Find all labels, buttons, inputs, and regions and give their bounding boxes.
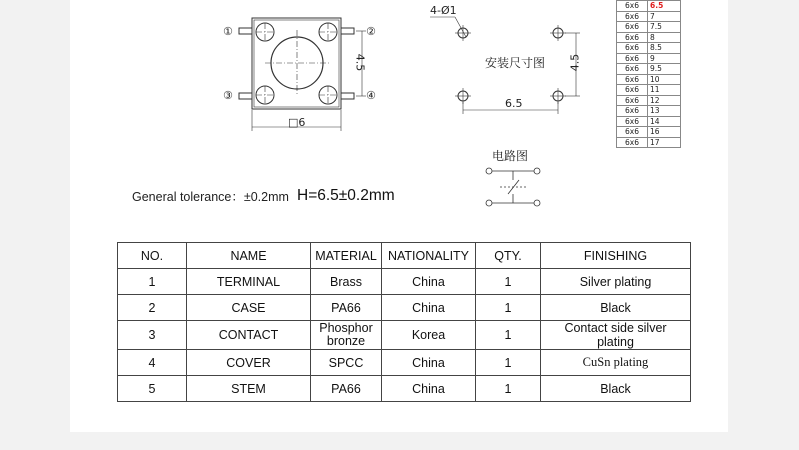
table-row (617, 106, 681, 117)
header-finishing: FINISHING (541, 243, 691, 269)
height-options-table (616, 0, 681, 148)
cell-material: Phosphor bronze (311, 321, 382, 350)
cell-name: CASE (187, 295, 311, 321)
height-tolerance: H=6.5±0.2mm (297, 187, 395, 204)
cell-finishing: Silver plating (541, 269, 691, 295)
table-row (617, 85, 681, 96)
general-tolerance: General tolerance：±0.2mm (132, 190, 289, 204)
table-row (617, 116, 681, 127)
height-cell: 11 (648, 85, 681, 96)
size-cell: 6x6 (617, 106, 648, 117)
circuit-diagram (486, 168, 540, 206)
cell-material: SPCC (311, 350, 382, 376)
table-row (617, 127, 681, 138)
table-row (617, 53, 681, 64)
cell-name: TERMINAL (187, 269, 311, 295)
table-row (118, 269, 691, 295)
spec-table-header (118, 243, 691, 269)
height-cell: 17 (648, 137, 681, 148)
materials-spec-table (117, 242, 691, 402)
height-cell: 14 (648, 116, 681, 127)
table-row (617, 32, 681, 43)
cell-finishing: Black (541, 376, 691, 402)
cell-no: 3 (118, 321, 187, 350)
size-cell: 6x6 (617, 95, 648, 106)
cell-name: CONTACT (187, 321, 311, 350)
header-material: MATERIAL (311, 243, 382, 269)
header-name: NAME (187, 243, 311, 269)
table-row (617, 43, 681, 54)
height-cell: 7.5 (648, 22, 681, 33)
cell-no: 1 (118, 269, 187, 295)
cell-no: 2 (118, 295, 187, 321)
size-cell: 6x6 (617, 53, 648, 64)
pin-label-1: ① (223, 25, 233, 38)
size-cell: 6x6 (617, 43, 648, 54)
size-cell: 6x6 (617, 74, 648, 85)
table-row (118, 295, 691, 321)
cell-name: COVER (187, 350, 311, 376)
table-row (617, 22, 681, 33)
height-cell: 7 (648, 11, 681, 22)
size-cell: 6x6 (617, 32, 648, 43)
cell-qty: 1 (476, 321, 541, 350)
cell-name: STEM (187, 376, 311, 402)
dim-width-right: 6.5 (505, 97, 523, 110)
size-cell: 6x6 (617, 85, 648, 96)
cell-material: PA66 (311, 295, 382, 321)
cell-nationality: China (382, 295, 476, 321)
table-row (118, 321, 691, 350)
table-row (617, 137, 681, 148)
height-cell: 6.5 (648, 1, 681, 12)
table-row (617, 11, 681, 22)
size-cell: 6x6 (617, 11, 648, 22)
height-cell: 9.5 (648, 64, 681, 75)
height-cell: 12 (648, 95, 681, 106)
cell-nationality: China (382, 350, 476, 376)
size-cell: 6x6 (617, 1, 648, 12)
hole-spec-label: 4-Ø1 (430, 4, 457, 17)
dim-height-right: 4.5 (568, 53, 582, 72)
header-qty: QTY. (476, 243, 541, 269)
table-row (617, 64, 681, 75)
height-cell: 8.5 (648, 43, 681, 54)
cell-nationality: China (382, 269, 476, 295)
mount-drawing-title: 安装尺寸图 (485, 56, 546, 70)
table-row (118, 350, 691, 376)
switch-body-inner (254, 20, 339, 107)
dim-height-left: 4.5 (353, 53, 367, 72)
height-cell: 13 (648, 106, 681, 117)
height-cell: 16 (648, 127, 681, 138)
table-row (617, 95, 681, 106)
table-row (617, 74, 681, 85)
height-cell: 8 (648, 32, 681, 43)
table-row (118, 376, 691, 402)
size-cell: 6x6 (617, 127, 648, 138)
cell-qty: 1 (476, 269, 541, 295)
pin-label-3: ③ (223, 89, 233, 102)
table-row (617, 1, 681, 12)
size-cell: 6x6 (617, 64, 648, 75)
height-cell: 10 (648, 74, 681, 85)
cell-no: 4 (118, 350, 187, 376)
cell-finishing: CuSn plating (541, 350, 691, 376)
cell-qty: 1 (476, 350, 541, 376)
height-cell: 9 (648, 53, 681, 64)
cell-no: 5 (118, 376, 187, 402)
size-cell: 6x6 (617, 137, 648, 148)
cell-material: PA66 (311, 376, 382, 402)
pin-label-2: ② (366, 25, 376, 38)
cell-finishing: Black (541, 295, 691, 321)
size-cell: 6x6 (617, 116, 648, 127)
header-nationality: NATIONALITY (382, 243, 476, 269)
cell-qty: 1 (476, 376, 541, 402)
header-no: NO. (118, 243, 187, 269)
circuit-title: 电路图 (492, 149, 529, 163)
dim-width-left: □6 (288, 116, 306, 129)
cell-nationality: China (382, 376, 476, 402)
cell-nationality: Korea (382, 321, 476, 350)
cell-qty: 1 (476, 295, 541, 321)
cell-finishing: Contact side silver plating (541, 321, 691, 350)
cell-material: Brass (311, 269, 382, 295)
pin-label-4: ④ (366, 89, 376, 102)
switch-body-outline (252, 18, 341, 109)
size-cell: 6x6 (617, 22, 648, 33)
